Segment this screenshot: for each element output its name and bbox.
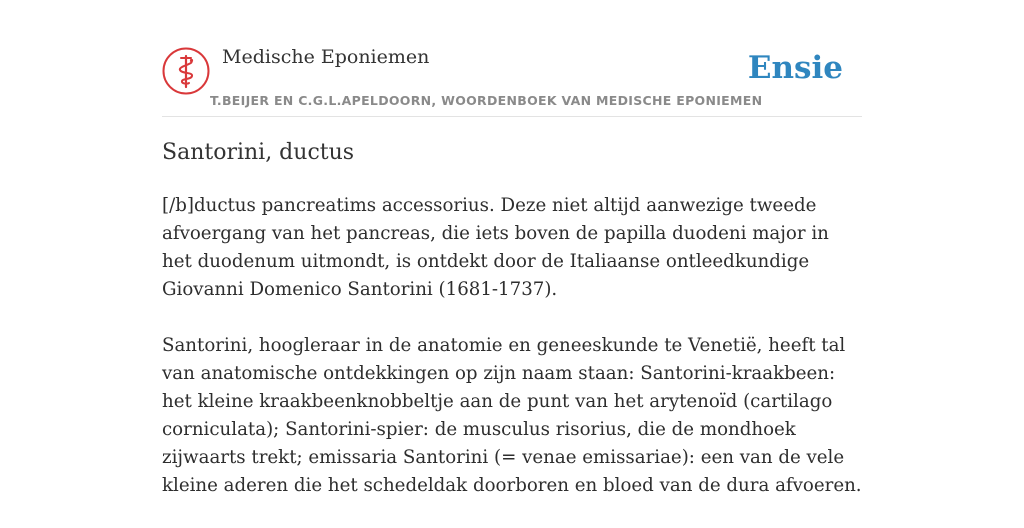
entry-paragraph: [/b]ductus pancreatims accessorius. Deze niet altijd aanwezige tweede afvoergang van het pancreas, die iets boven de papilla duodeni major in het duodenum uitmondt, is ontdekt door de Italiaanse ontleedkundige Giovanni Domenico Santorini (1681-1737). <box>162 195 829 300</box>
source-header <box>162 0 862 117</box>
source-author[interactable]: T.BEIJER EN C.G.L.APELDOORN, WOORDENBOEK VAN MEDISCHE EPONIEMEN <box>210 93 763 108</box>
caduceus-icon[interactable] <box>162 47 210 95</box>
entry-paragraph: Santorini, hoogleraar in de anatomie en geneeskunde te Venetië, heeft tal van anatomische ontdekkingen op zijn naam staan: Santorini-kraakbeen: het kleine kraakbeenknobbeltje aan de punt van het arytenoïd (cartilago corniculata); Santorini-spier: de musculus risorius, die de mondhoek zijwaarts trekt; emissaria Santorini (= venae emissariae): een van de vele kleine aderen die het schedeldak doorboren en bloed van de dura afvoeren. <box>162 335 862 496</box>
source-title[interactable]: Medische Eponiemen <box>222 46 430 68</box>
entry-title: Santorini, ductus <box>162 140 355 165</box>
ensie-logo[interactable]: Ensie <box>747 50 843 86</box>
entry-card <box>162 0 862 496</box>
entry-body <box>162 192 862 528</box>
